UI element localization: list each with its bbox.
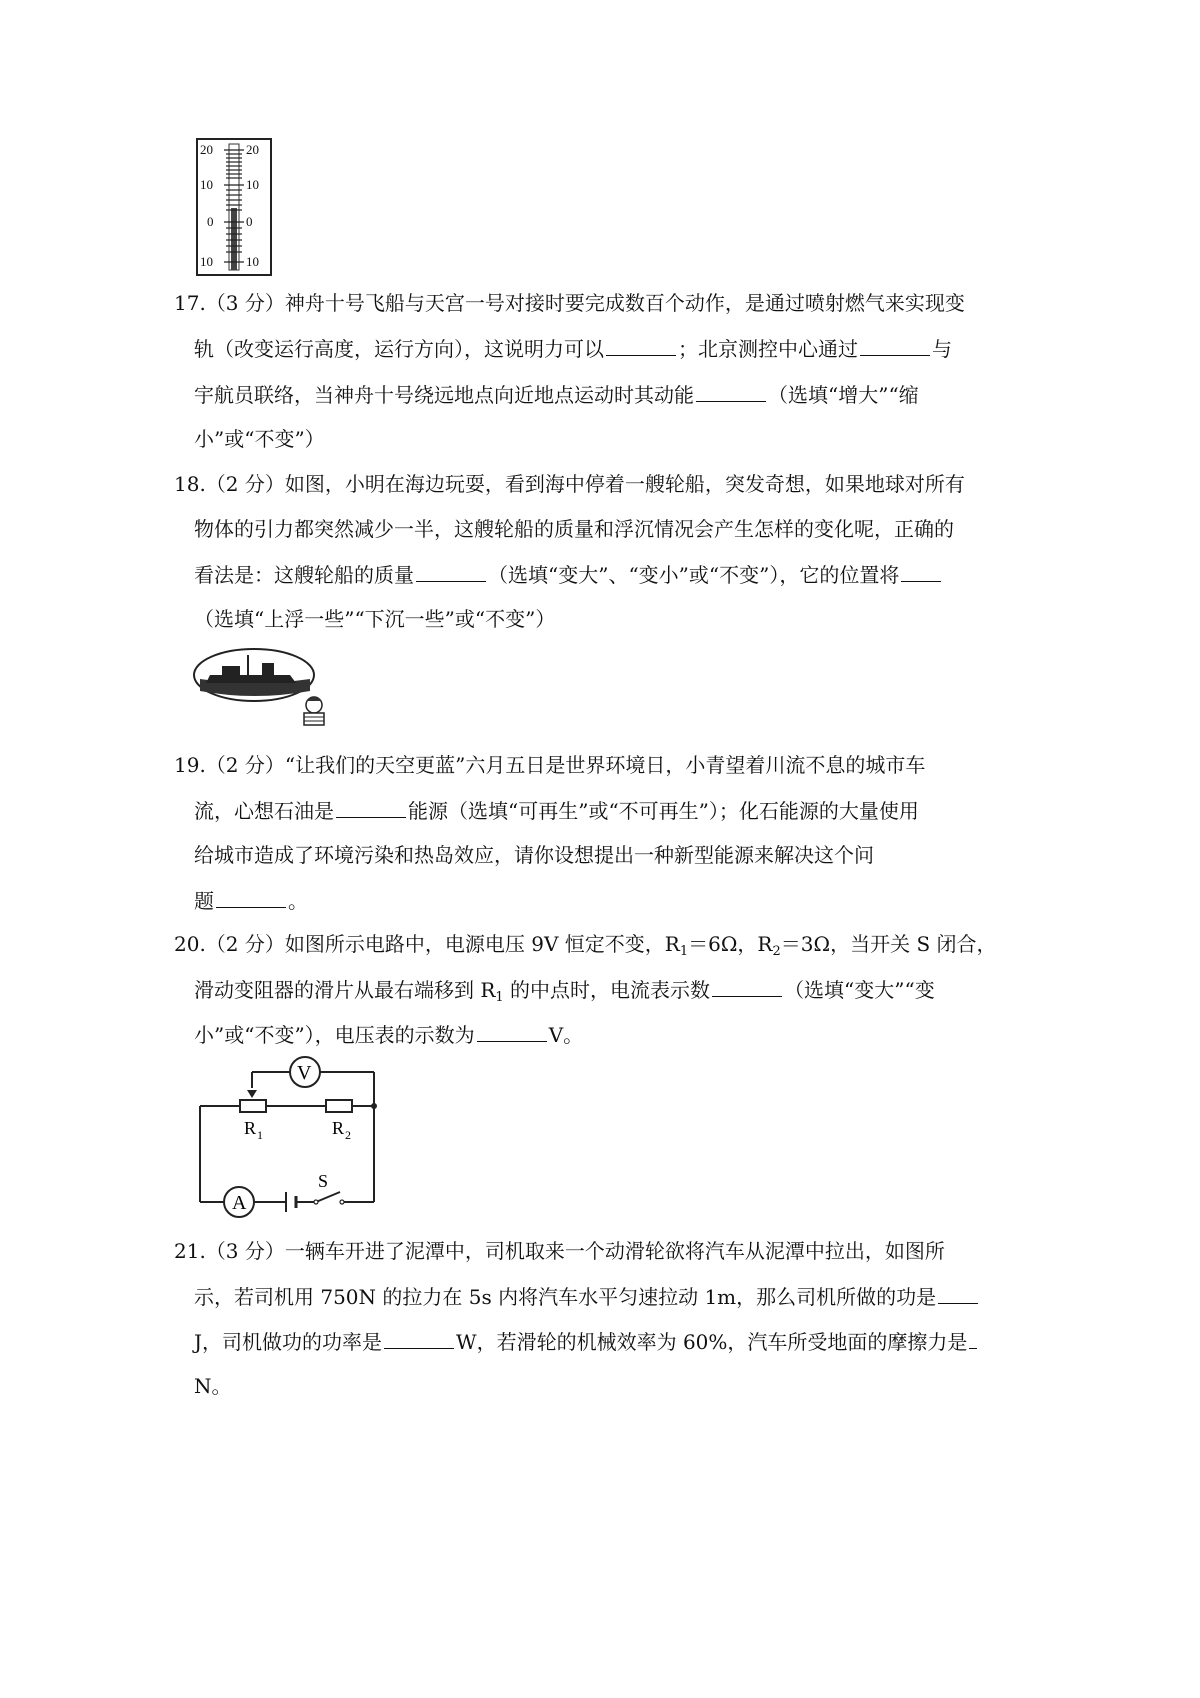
q17-text-1: 17.（3 分）神舟十号飞船与天宫一号对接时要完成数百个动作，是通过喷射燃气来实现变 [174, 291, 965, 315]
q17-text-4: 小”或“不变”） [194, 427, 325, 451]
q17-line-4 [194, 426, 325, 452]
q19-text-4b: 。 [288, 889, 308, 913]
q19-blank-1[interactable] [336, 797, 406, 818]
thermo-left-10: 10 [200, 177, 213, 192]
q18-line-3 [194, 561, 943, 588]
q20-text-3b: V。 [548, 1023, 584, 1047]
thermo-right-0: 0 [246, 214, 253, 229]
q21-blank-3[interactable] [969, 1328, 977, 1349]
q18-text-1: 18.（2 分）如图，小明在海边玩耍，看到海中停着一艘轮船，突发奇想，如果地球对所有 [174, 472, 965, 496]
q21-text-3a: J，司机做功的功率是 [194, 1330, 383, 1354]
q20-text-1b: ＝6Ω，R [688, 932, 773, 956]
q21-line-2 [194, 1283, 980, 1310]
q21-text-1: 21.（3 分）一辆车开进了泥潭中，司机取来一个动滑轮欲将汽车从泥潭中拉出，如图所 [174, 1239, 945, 1263]
voltmeter-label: V [297, 1062, 312, 1084]
q20-sub-r2: 2 [772, 944, 781, 959]
q17-line-2 [194, 335, 952, 362]
circuit-diagram [190, 1050, 390, 1225]
q21-line-1 [174, 1238, 945, 1264]
q18-blank-1[interactable] [416, 561, 486, 582]
q18-line-2 [194, 516, 954, 542]
q17-line-1 [174, 290, 965, 316]
q18-text-3a: 看法是：这艘轮船的质量 [194, 563, 414, 587]
ammeter-label: A [232, 1192, 247, 1214]
q17-blank-3[interactable] [696, 381, 766, 402]
q17-text-2a: 轨（改变运行高度，运行方向），这说明力可以 [194, 337, 604, 361]
q20-line-2 [194, 976, 935, 1003]
q20-sub-r1: 1 [679, 944, 689, 959]
thermo-left-neg10: 10 [200, 254, 213, 269]
r1-label: R [244, 1118, 257, 1138]
r2-sub-label: 2 [345, 1128, 351, 1142]
q21-text-3b: W，若滑轮的机械效率为 60%，汽车所受地面的摩擦力是 [456, 1330, 968, 1354]
ship-figure [192, 645, 342, 727]
q17-text-3b: （选填“增大”“缩 [768, 383, 919, 407]
thermo-right-10: 10 [246, 177, 259, 192]
q17-blank-1[interactable] [606, 335, 676, 356]
thermo-left-0: 0 [207, 214, 214, 229]
q17-line-3 [194, 381, 919, 408]
q20-line-3 [194, 1021, 583, 1048]
q19-line-2 [194, 797, 919, 824]
r2-label: R [332, 1118, 345, 1138]
q19-line-4 [194, 887, 308, 914]
q20-line-1 [174, 931, 997, 957]
q17-blank-2[interactable] [860, 335, 930, 356]
thermometer-figure [196, 138, 272, 276]
q20-blank-2[interactable] [477, 1021, 547, 1042]
q20-text-1a: 20.（2 分）如图所示电路中，电源电压 9V 恒定不变，R [174, 932, 680, 956]
q19-text-1: 19.（2 分）“让我们的天空更蓝”六月五日是世界环境日，小青望着川流不息的城市车 [174, 753, 926, 777]
q18-text-3b: （选填“变大”、“变小”或“不变”），它的位置将 [488, 563, 900, 587]
thermo-left-20: 20 [200, 142, 213, 157]
q17-text-2c: 与 [932, 337, 952, 361]
q19-blank-2[interactable] [216, 887, 286, 908]
q19-text-2a: 流，心想石油是 [194, 799, 334, 823]
q19-line-3 [194, 842, 874, 868]
q20-text-1c: ＝3Ω，当开关 S 闭合， [780, 932, 997, 956]
q20-text-2a: 滑动变阻器的滑片从最右端移到 R [194, 978, 496, 1002]
q21-text-4: N。 [194, 1374, 232, 1398]
q20-blank-1[interactable] [712, 976, 782, 997]
q19-text-2b: 能源（选填“可再生”或“不可再生”）；化石能源的大量使用 [408, 799, 919, 823]
q17-text-2b: ；北京测控中心通过 [678, 337, 858, 361]
q21-blank-1[interactable] [938, 1283, 978, 1304]
q21-text-2: 示，若司机用 750N 的拉力在 5s 内将汽车水平匀速拉动 1m，那么司机所做的功是 [194, 1285, 937, 1309]
q18-text-4: （选填“上浮一些”“下沉一些”或“不变”） [194, 607, 556, 631]
q21-blank-2[interactable] [384, 1328, 454, 1349]
q20-text-3a: 小”或“不变”），电压表的示数为 [194, 1023, 475, 1047]
r1-sub-label: 1 [257, 1128, 263, 1142]
q20-text-2c: （选填“变大”“变 [784, 978, 935, 1002]
q18-line-4 [194, 606, 555, 632]
q17-text-3a: 宇航员联络，当神舟十号绕远地点向近地点运动时其动能 [194, 383, 694, 407]
thermo-right-neg10: 10 [246, 254, 259, 269]
q19-line-1 [174, 752, 925, 778]
q18-text-2: 物体的引力都突然减少一半，这艘轮船的质量和浮沉情况会产生怎样的变化呢，正确的 [194, 517, 954, 541]
q21-line-4 [194, 1373, 232, 1399]
q18-blank-2[interactable] [901, 561, 941, 582]
q20-text-2b: 的中点时，电流表示数 [503, 978, 711, 1002]
q19-text-3: 给城市造成了环境污染和热岛效应，请你设想提出一种新型能源来解决这个问 [194, 843, 874, 867]
thermo-right-20: 20 [246, 142, 259, 157]
q20-sub-r1-b: 1 [495, 990, 504, 1005]
q21-line-3 [194, 1328, 979, 1355]
switch-label: S [318, 1171, 329, 1191]
q19-text-4a: 题 [194, 889, 214, 913]
q18-line-1 [174, 471, 965, 497]
